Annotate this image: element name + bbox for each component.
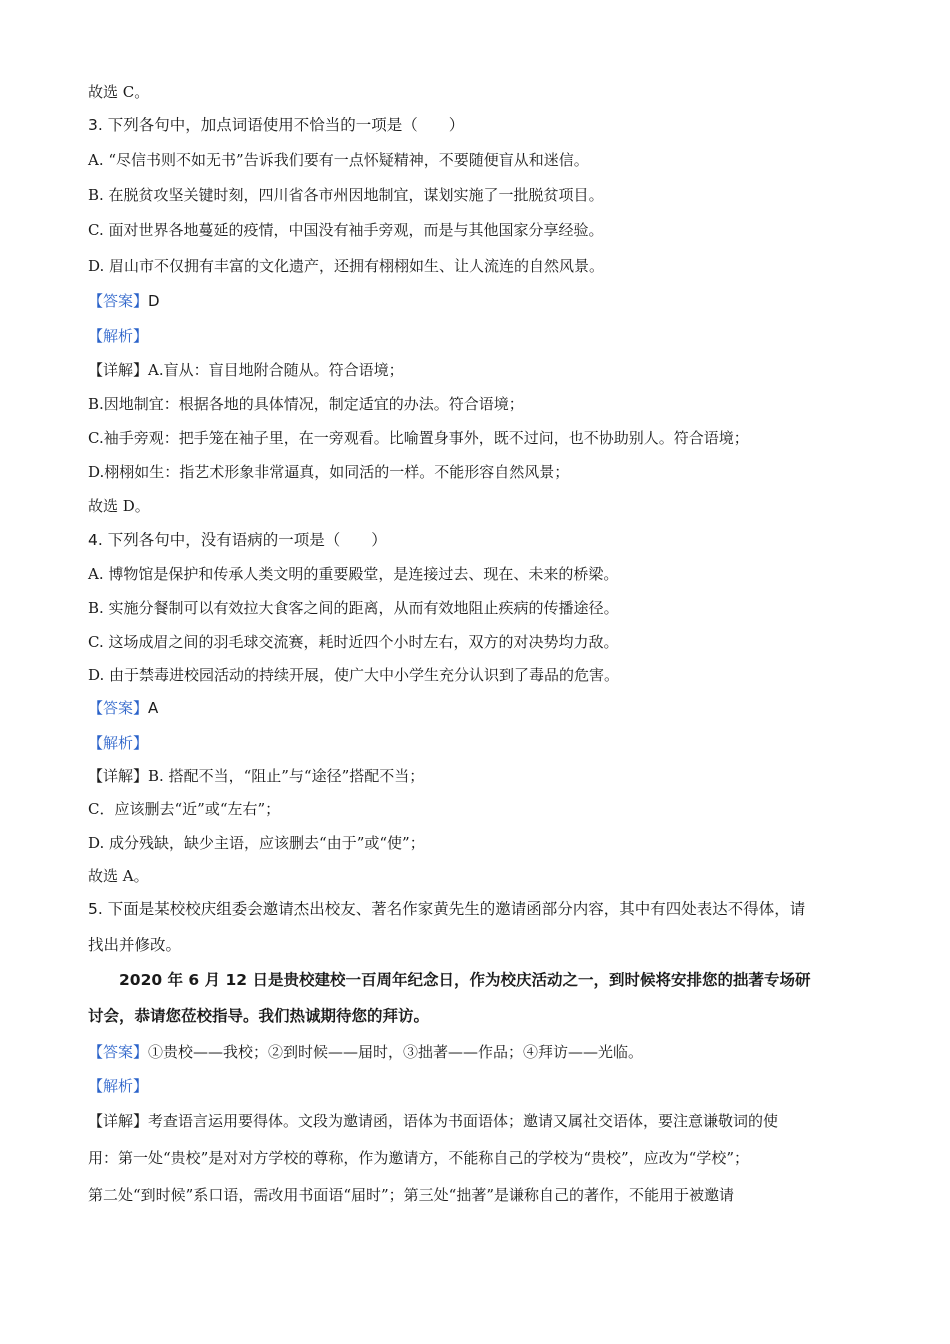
- answer-tag: 【答案】: [88, 292, 149, 310]
- question-3-option-b: B. 在脱贫攻坚关键时刻，四川省各市州因地制宜，谋划实施了一批脱贫项目。: [88, 186, 604, 204]
- question-3-option-a: A. “尽信书则不如无书”告诉我们要有一点怀疑精神，不要随便盲从和迷信。: [88, 151, 589, 169]
- question-3-detail-1: [88, 360, 404, 380]
- question-3-analysis-tag: 【解析】: [88, 327, 149, 345]
- detail-tag: 【详解】: [88, 1112, 149, 1130]
- question-4-option-d: D. 由于禁毒进校园活动的持续开展，使广大中小学生充分认识到了毒品的危害。: [88, 666, 620, 684]
- question-4-detail-1: [88, 766, 424, 786]
- previous-conclusion: 故选 C。: [88, 83, 150, 101]
- question-4-conclusion: 故选 A。: [88, 867, 149, 885]
- question-4-option-c: C. 这场成眉之间的羽毛球交流赛，耗时近四个小时左右，双方的对决势均力敌。: [88, 633, 619, 651]
- detail-tag: 【详解】: [88, 767, 149, 785]
- question-4-answer: [88, 698, 158, 718]
- question-3-stem: 3. 下列各句中，加点词语使用不恰当的一项是（ ）: [88, 116, 465, 134]
- question-5-stem-line-2: 找出并修改。: [88, 936, 182, 954]
- question-4-detail-2: C．应该删去“近”或“左右”；: [88, 800, 281, 818]
- invitation-text-line-1: 2020 年 6 月 12 日是贵校建校一百周年纪念日，作为校庆活动之一，到时候将安排您的拙著专场研: [119, 971, 811, 989]
- detail-text: 考查语言运用要得体。文段为邀请函，语体为书面语体；邀请又属社交语体，要注意谦敬词的使: [148, 1112, 779, 1130]
- question-4-option-b: B. 实施分餐制可以有效拉大食客之间的距离，从而有效地阻止疾病的传播途径。: [88, 599, 619, 617]
- detail-text: B. 搭配不当，“阻止”与“途径”搭配不当；: [148, 767, 425, 785]
- question-5-detail-3: 第二处“到时候”系口语，需改用书面语“届时”；第三处“拙著”是谦称自己的著作，不能用于被邀请: [88, 1186, 735, 1204]
- question-4-analysis-tag: 【解析】: [88, 734, 149, 752]
- invitation-text-line-2: 讨会，恭请您莅校指导。我们热诚期待您的拜访。: [88, 1007, 430, 1025]
- detail-text: A.盲从：盲目地附合随从。符合语境；: [148, 361, 404, 379]
- question-5-detail-1: [88, 1111, 778, 1131]
- question-3-detail-4: D.栩栩如生：指艺术形象非常逼真，如同活的一样。不能形容自然风景；: [88, 463, 570, 481]
- question-3-detail-2: B.因地制宜：根据各地的具体情况，制定适宜的办法。符合语境；: [88, 395, 524, 413]
- question-3-answer: [88, 291, 160, 311]
- question-3-conclusion: 故选 D。: [88, 497, 150, 515]
- answer-value: ①贵校——我校；②到时候——届时，③拙著——作品；④拜访——光临。: [148, 1043, 644, 1061]
- question-4-option-a: A. 博物馆是保护和传承人类文明的重要殿堂，是连接过去、现在、未来的桥梁。: [88, 565, 619, 583]
- answer-value: D: [148, 292, 160, 310]
- question-3-detail-3: C.袖手旁观：把手笼在袖子里，在一旁观看。比喻置身事外，既不过问，也不协助别人。符合语境；: [88, 429, 749, 447]
- question-3-option-c: C. 面对世界各地蔓延的疫情，中国没有袖手旁观，而是与其他国家分享经验。: [88, 221, 604, 239]
- answer-tag: 【答案】: [88, 1043, 149, 1061]
- question-4-stem: 4. 下列各句中，没有语病的一项是（ ）: [88, 531, 387, 549]
- answer-value: A: [148, 699, 159, 717]
- question-5-answer: [88, 1042, 643, 1062]
- answer-tag: 【答案】: [88, 699, 149, 717]
- question-5-detail-2: 用：第一处“贵校”是对对方学校的尊称，作为邀请方，不能称自己的学校为“贵校”，应改为“学校”；: [88, 1149, 750, 1167]
- question-4-detail-3: D. 成分残缺，缺少主语，应该删去“由于”或“使”；: [88, 834, 425, 852]
- question-5-analysis-tag: 【解析】: [88, 1077, 149, 1095]
- detail-tag: 【详解】: [88, 361, 149, 379]
- question-5-stem-line-1: 5. 下面是某校校庆组委会邀请杰出校友、著名作家黄先生的邀请函部分内容，其中有四处表达不得体，请: [88, 900, 806, 918]
- question-3-option-d: D. 眉山市不仅拥有丰富的文化遗产，还拥有栩栩如生、让人流连的自然风景。: [88, 257, 605, 275]
